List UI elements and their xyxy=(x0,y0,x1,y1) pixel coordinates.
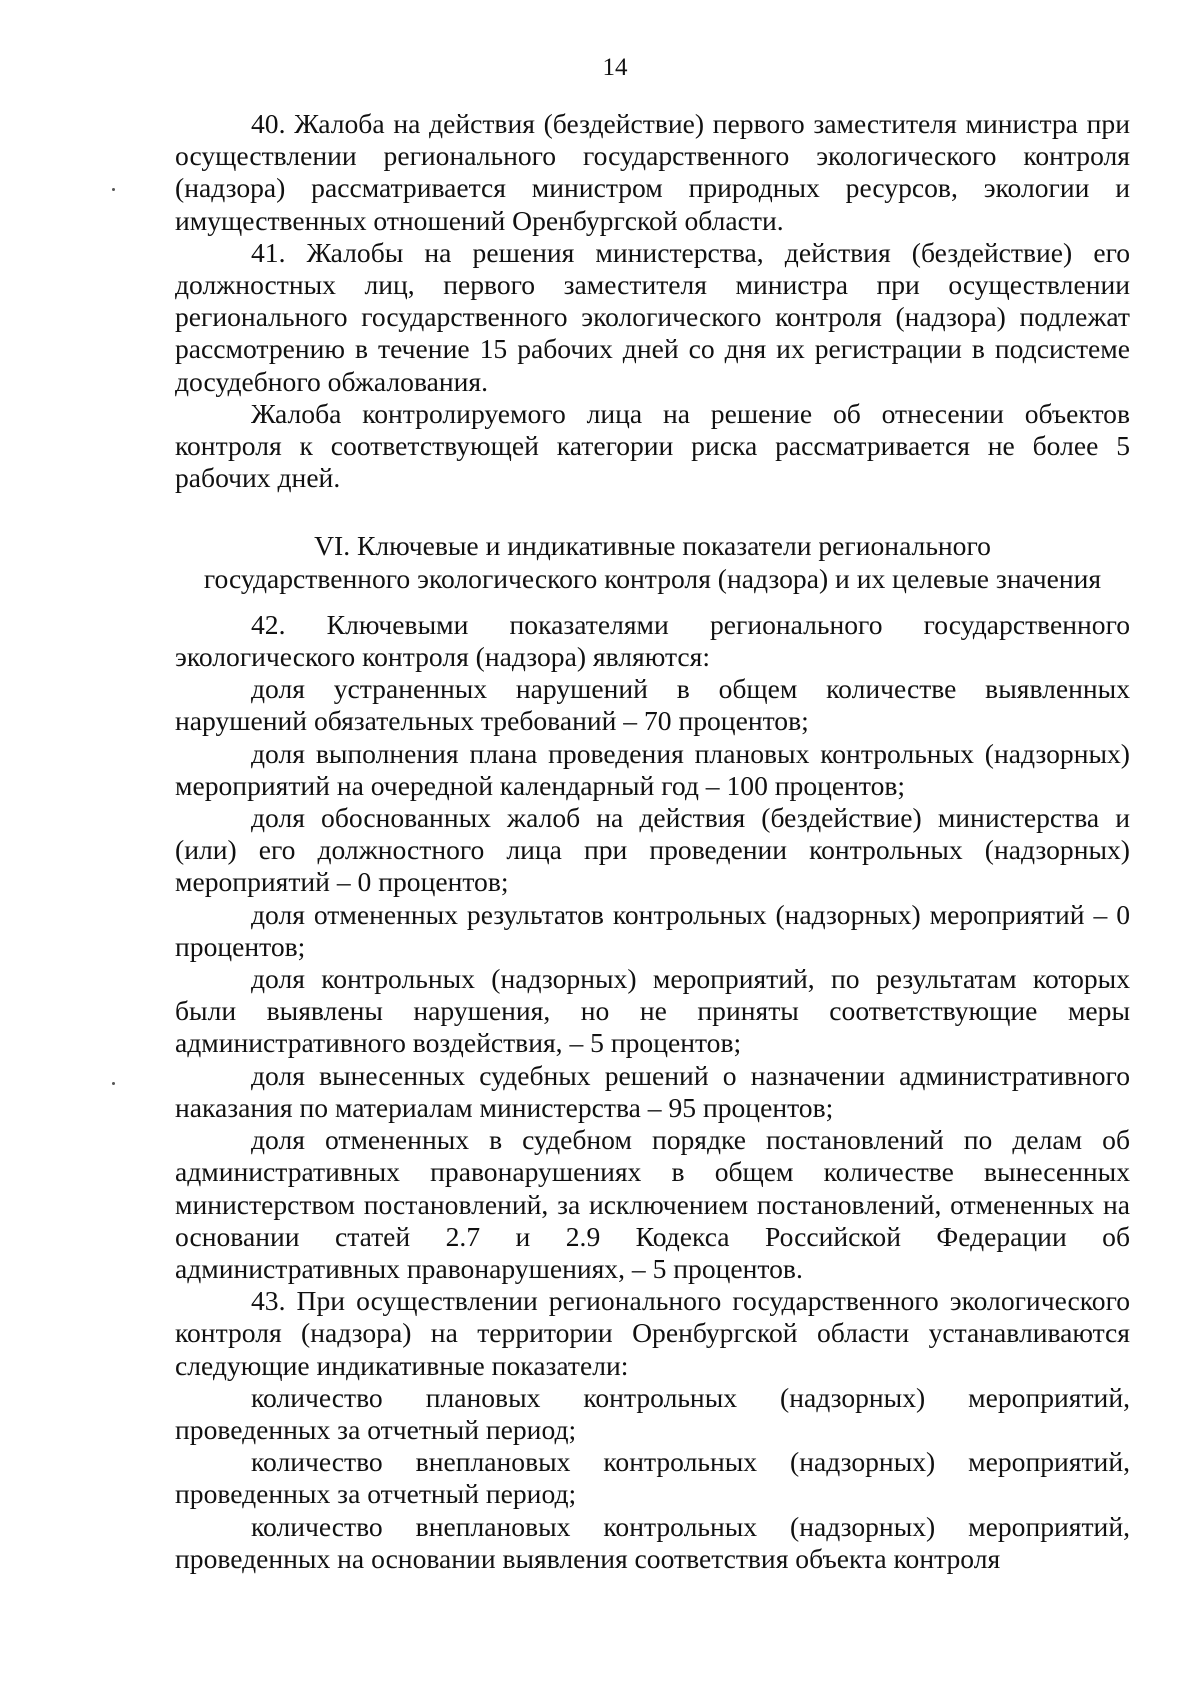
paragraph-complaint-risk: Жалоба контролируемого лица на решение об отнесении объектов контроля к соответствующей категории риска рассматривается не более 5 рабочих дней. xyxy=(175,397,1130,494)
indicator-item: доля выполнения плана проведения плановых контрольных (надзорных) мероприятий на очередной календарный год – 100 процентов; xyxy=(175,737,1130,801)
section-title-line: VI. Ключевые и индикативные показатели регионального xyxy=(314,530,991,562)
paragraph-41: 41. Жалобы на решения министерства, действия (бездействие) его должностных лиц, первого заместителя министра при осуществлении регионального государственного экологического контроля (надзора) подлежат рассмотрению в течение 15 рабочих дней со дня их регистрации в подсистеме досудебного обжалования. xyxy=(175,236,1130,397)
scan-dot xyxy=(112,1082,115,1085)
page-number: 14 xyxy=(602,54,628,81)
indicator-item: доля устраненных нарушений в общем количестве выявленных нарушений обязательных требований – 70 процентов; xyxy=(175,673,1130,737)
indicator-item: доля отмененных результатов контрольных (надзорных) мероприятий – 0 процентов; xyxy=(175,898,1130,962)
paragraph-42: 42. Ключевыми показателями регионального государственного экологического контроля (надзора) являются: xyxy=(175,608,1130,673)
indicator-item: доля отмененных в судебном порядке постановлений по делам об административных правонарушениях в общем количестве вынесенных министерством постановлений, за исключением постановлений, отмененных на основании статей 2.7 и 2.9 Кодекса Российской Федерации об административных правонарушениях, – 5 процентов. xyxy=(175,1124,1130,1284)
indicator-item: количество внеплановых контрольных (надзорных) мероприятий, проведенных на основании выявления соответствия объекта контроля xyxy=(175,1510,1130,1574)
indicator-item: доля вынесенных судебных решений о назначении административного наказания по материалам министерства – 95 процентов; xyxy=(175,1059,1130,1123)
indicator-item: количество плановых контрольных (надзорных) мероприятий, проведенных за отчетный период; xyxy=(175,1381,1130,1445)
document-body xyxy=(175,108,1130,1575)
section-title-line: государственного экологического контроля (надзора) и их целевые значения xyxy=(203,562,1102,594)
indicator-item: количество внеплановых контрольных (надзорных) мероприятий, проведенных за отчетный период; xyxy=(175,1446,1130,1510)
section-title xyxy=(175,530,1130,594)
paragraph-43: 43. При осуществлении регионального государственного экологического контроля (надзора) на территории Оренбургской области устанавливаются следующие индикативные показатели: xyxy=(175,1285,1130,1381)
paragraph-40: 40. Жалоба на действия (бездействие) первого заместителя министра при осуществлении регионального государственного экологического контроля (надзора) рассматривается министром природных ресурсов, экологии и имущественных отношений Оренбургской области. xyxy=(175,108,1130,236)
indicator-item: доля обоснованных жалоб на действия (бездействие) министерства и (или) его должностного лица при проведении контрольных (надзорных) мероприятий – 0 процентов; xyxy=(175,802,1130,898)
scan-dot xyxy=(112,188,115,191)
indicator-item: доля контрольных (надзорных) мероприятий, по результатам которых были выявлены нарушения, но не приняты соответствующие меры административного воздействия, – 5 процентов; xyxy=(175,963,1130,1059)
